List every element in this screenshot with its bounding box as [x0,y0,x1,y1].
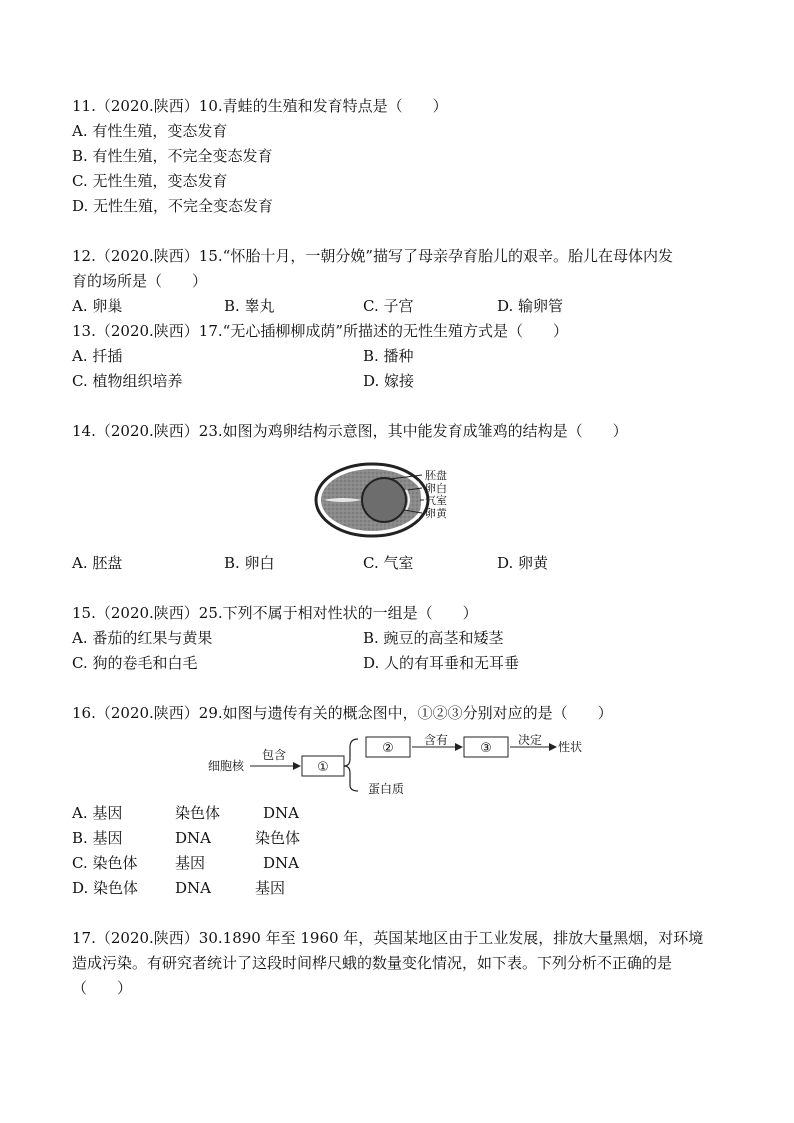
q16-option-a-3: DNA [263,804,299,822]
q12-option-c: C. 子宫 [363,297,414,315]
q16-option-b-3: 染色体 [255,829,301,847]
q16-option-c-2: 基因 [175,854,206,872]
egg-structure-figure [312,460,488,542]
box-3-label: ③ [480,741,492,756]
q16-stem: 16.（2020.陕西）29.如图与遗传有关的概念图中，①②③分别对应的是（ ） [72,704,613,722]
q11-option-c: C. 无性生殖，变态发育 [72,172,228,190]
q13-option-d: D. 嫁接 [363,372,415,390]
brace [344,739,358,791]
edge-label-has: 含有 [424,733,449,747]
q12-stem-line1: 12.（2020.陕西）15.“怀胎十月，一朝分娩”描写了母亲孕育胎儿的艰辛。胎儿在母体内发 [72,247,673,265]
genetics-concept-diagram [200,733,590,801]
q11-stem: 11.（2020.陕西）10.青蛙的生殖和发育特点是（ ） [72,97,448,115]
q12-option-d: D. 输卵管 [497,297,564,315]
egg-yolk [362,478,406,522]
q11-option-b: B. 有性生殖，不完全变态发育 [72,147,273,165]
box-1-label: ① [317,760,329,775]
q16-option-b-1: B. 基因 [72,829,123,847]
label-air-chamber: 气室 [425,494,447,507]
q15-option-d: D. 人的有耳垂和无耳垂 [363,654,520,672]
q16-option-a-1: A. 基因 [72,804,123,822]
q11-option-d: D. 无性生殖，不完全变态发育 [72,197,274,215]
q14-option-a: A. 胚盘 [72,554,123,572]
q17-stem-line3: （ ） [72,979,133,997]
q16-option-d-3: 基因 [255,879,286,897]
edge-label-decides: 决定 [518,733,543,747]
q16-option-c-1: C. 染色体 [72,854,138,872]
q12-option-b: B. 睾丸 [224,297,275,315]
node-protein: 蛋白质 [368,782,405,796]
edge-label-contains: 包含 [262,748,287,762]
box-2-label: ② [382,741,394,756]
label-egg-white: 卵白 [425,482,447,495]
q16-option-d-2: DNA [175,879,211,897]
q13-stem: 13.（2020.陕西）17.“无心插柳柳成荫”所描述的无性生殖方式是（ ） [72,322,568,340]
q14-option-c: C. 气室 [363,554,414,572]
q12-option-a: A. 卵巢 [72,297,123,315]
q14-option-d: D. 卵黄 [497,554,549,572]
q13-option-c: C. 植物组织培养 [72,372,183,390]
node-trait: 性状 [558,740,583,754]
q17-stem-line1: 17.（2020.陕西）30.1890 年至 1960 年，英国某地区由于工业发展，排放大量黑烟，对环境 [72,929,704,947]
q13-option-a: A. 扦插 [72,347,123,365]
q15-option-c: C. 狗的卷毛和白毛 [72,654,198,672]
label-yolk: 卵黄 [425,507,447,520]
q14-stem: 14.（2020.陕西）23.如图为鸡卵结构示意图，其中能发育成雏鸡的结构是（ ） [72,422,628,440]
q11-option-a: A. 有性生殖，变态发育 [72,122,228,140]
q16-option-d-1: D. 染色体 [72,879,139,897]
node-nucleus: 细胞核 [208,759,245,773]
q14-option-b: B. 卵白 [224,554,275,572]
q16-option-c-3: DNA [263,854,299,872]
q17-stem-line2: 造成污染。有研究者统计了这段时间桦尺蛾的数量变化情况，如下表。下列分析不正确的是 [72,954,673,972]
q16-option-a-2: 染色体 [175,804,221,822]
q15-option-a: A. 番茄的红果与黄果 [72,629,213,647]
q16-option-b-2: DNA [175,829,211,847]
q15-stem: 15.（2020.陕西）25.下列不属于相对性状的一组是（ ） [72,604,478,622]
label-germinal-disc: 胚盘 [425,469,447,482]
q12-stem-line2: 育的场所是（ ） [72,272,208,290]
q13-option-b: B. 播种 [363,347,414,365]
q15-option-b: B. 豌豆的高茎和矮茎 [363,629,504,647]
